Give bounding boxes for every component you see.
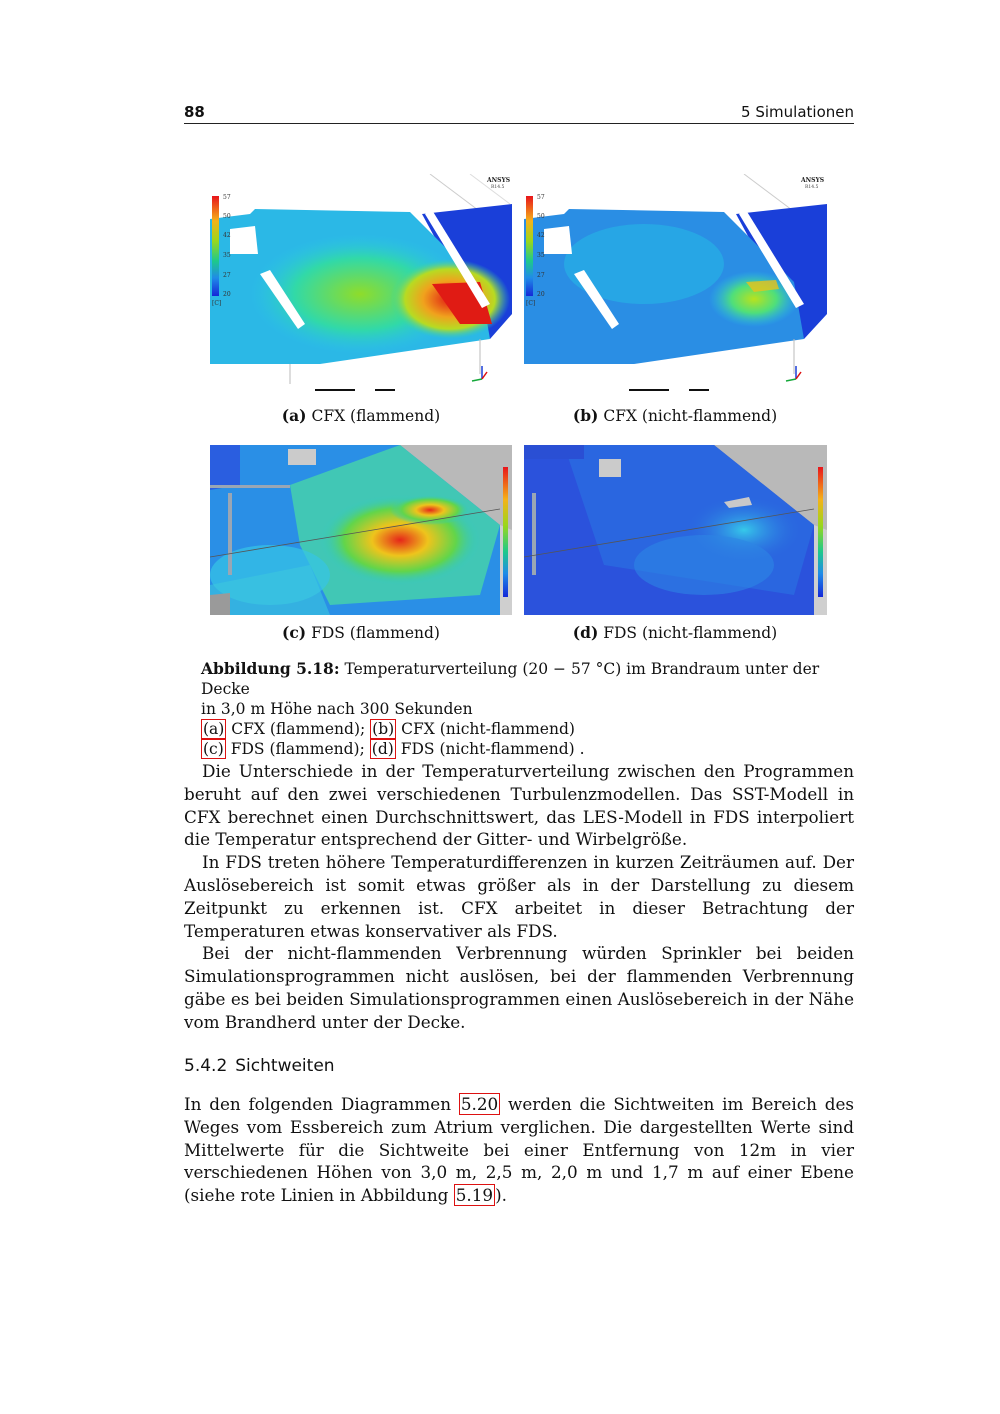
body-text — [184, 760, 854, 1034]
legend-tick: 35 — [223, 252, 231, 259]
ansys-version: R14.5 — [491, 185, 505, 190]
legend-tick: 57 — [537, 194, 545, 201]
figure-b-cfx-nicht-flammend — [524, 174, 827, 400]
ref-link-fig-5-19[interactable]: 5.19 — [455, 1185, 494, 1206]
legend-tick: 20 — [223, 291, 231, 298]
legend-tick: 50 — [223, 213, 231, 220]
ref-link-c[interactable]: (c) — [203, 740, 224, 758]
ansys-logo: ANSYS — [487, 177, 511, 184]
legend-tick: 27 — [537, 272, 545, 279]
legend-tick: 42 — [223, 232, 231, 239]
page-number: 88 — [184, 103, 205, 121]
subcaption-a: (a) CFX (flammend) — [281, 406, 441, 425]
colorbar — [503, 467, 508, 597]
subcaption-b: (b) CFX (nicht-flammend) — [572, 406, 778, 425]
figure-d-fds-nicht-flammend — [524, 445, 827, 615]
ansys-version: R14.5 — [805, 185, 819, 190]
ref-link-d[interactable]: (d) — [371, 740, 394, 758]
page-header — [184, 101, 854, 124]
section-body — [184, 1093, 854, 1207]
legend-tick: 57 — [223, 194, 231, 201]
paragraph: Bei der nicht-flammenden Verbrennung würden Sprinkler bei beiden Simulationsprogrammen nicht auslösen, bei der flammenden Verbrennung gäbe es bei beiden Simulationsprogrammen einen Auslösebereich in der Nähe vom Brandherd unter der Decke. — [184, 943, 854, 1032]
ref-link-b[interactable]: (b) — [372, 720, 395, 738]
subcaption-d: (d) FDS (nicht-flammend) — [572, 623, 778, 642]
caption-label: Abbildung 5.18: — [201, 659, 340, 678]
legend-unit: [C] — [526, 300, 536, 307]
figure-a-cfx-flammend — [210, 174, 512, 400]
legend-tick: 42 — [537, 232, 545, 239]
figure-caption: Abbildung 5.18: Temperaturverteilung (20 − 57 °C) im Brandraum unter der Decke in 3,0 m Höhe nach 300 Sekunden (a) CFX (flammend); (b) CFX (nicht-flammend) (c) FDS (flammend); (d) FDS (nicht-flammend) . — [201, 659, 820, 758]
figure-c-fds-flammend — [210, 445, 512, 615]
ansys-logo: ANSYS — [801, 177, 825, 184]
paragraph: In FDS treten höhere Temperaturdifferenzen in kurzen Zeiträumen auf. Der Auslösebereich ist somit etwas größer als in der Darstellung zu diesem Zeitpunkt zu erkennen ist. CFX arbeitet in dieser Betrachtung der Temperaturen etwas konservativer als FDS. — [184, 852, 854, 941]
legend-tick: 50 — [537, 213, 545, 220]
legend-tick: 27 — [223, 272, 231, 279]
subcaption-c: (c) FDS (flammend) — [282, 623, 440, 642]
paragraph: Die Unterschiede in der Temperaturverteilung zwischen den Programmen beruht auf den zwei verschiedenen Turbulenzmodellen. Das SST-Modell in CFX berechnet einen Durchschnittswert, das LES-Modell in FDS interpoliert die Temperatur entsprechend der Gitter- und Wirbelgröße. — [184, 761, 854, 850]
colorbar — [212, 196, 219, 296]
ref-link-a[interactable]: (a) — [203, 720, 225, 738]
legend-unit: [C] — [212, 300, 222, 307]
section-heading: 5.4.2 Sichtweiten — [184, 1056, 335, 1076]
colorbar — [526, 196, 533, 296]
legend-tick: 20 — [537, 291, 545, 298]
legend-tick: 35 — [537, 252, 545, 259]
paragraph: In den folgenden Diagrammen 5.20 werden die Sichtweiten im Bereich des Weges vom Essbereich zum Atrium verglichen. Die dargestellten Werte sind Mittelwerte für die Sichtweite bei einer Entfernung von 12m in vier verschiedenen Höhen von 3,0 m, 2,5 m, 2,0 m und 1,7 m auf einer Ebene (siehe rote Linien in Abbildung 5.19 ). — [184, 1094, 854, 1206]
chapter-title: 5 Simulationen — [741, 103, 854, 121]
colorbar — [818, 467, 823, 597]
ref-link-fig-5-20[interactable]: 5.20 — [460, 1094, 499, 1114]
